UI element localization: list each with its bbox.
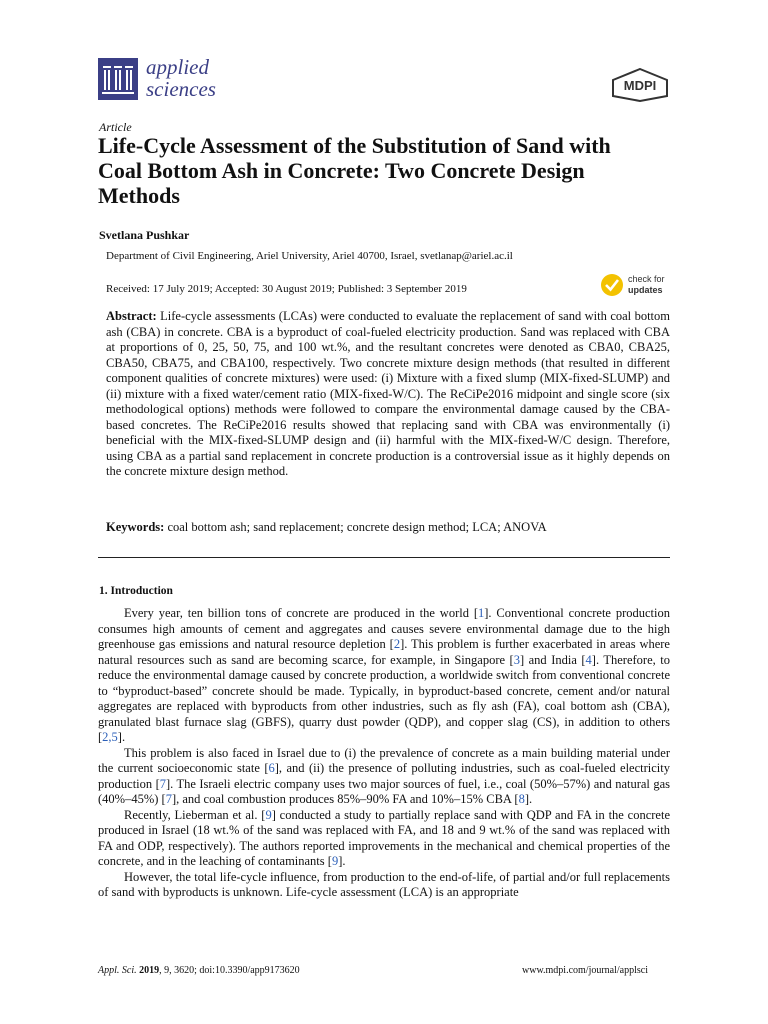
abstract-text: Life-cycle assessments (LCAs) were conducted to evaluate the replacement of sand with coal bottom ash (CBA) in concrete. CBA is a byproduct of coal-fueled electricity production. Sand was replaced with CBA at proportions of 0, 25, 50, 75, and 100 wt.%, and the resultant concretes were denoted as CBA0, CBA25, CBA50, CBA75, and CBA100, respectively. Two concrete mixture design methods (that resulted in different component qualities of concrete mixtures) were used: (i) Mixture with a fixed slump (MIX-fixed-SLUMP) and (ii) mixture with a fixed water/cement ratio (MIX-fixed-W/C). The ReCiPe2016 midpoint and single score (six methodological options) methods were followed to compare the environmental damage caused by the CBA-based concretes. The ReCiPe2016 results showed that replacing sand with CBA was environmentally (i) beneficial with the MIX-fixed-SLUMP design and (ii) harmful with the MIX-fixed-W/C design. Therefore, using CBA as a partial sand replacement in concrete production is a controversial issue as it highly depends on the concrete mixture design method.: [106, 309, 670, 478]
keywords: [106, 520, 670, 536]
body-paragraph: Every year, ten billion tons of concrete are produced in the world [1]. Conventional concrete production consumes high amounts of cement and aggregates and causes severe environmental damage due to the high greenhouse gas emissions and natural resource depletion [2]. This problem is further exacerbated in areas where natural resources such as sand are becoming scarce, for example, in Singapore [3] and India [4]. Therefore, to reduce the environmental damage caused by concrete production, a worldwide switch from conventional concrete to “byproduct-based” concrete should be made. Typically, in byproduct-based concrete, cement and/or natural aggregates are replaced with byproducts from other industries, such as fly ash (FA), coal bottom ash (CBA), granulated blast furnace slag (GBFS), quarry dust powder (QDP), and copper slag (CS), in addition to others [2,5].: [98, 606, 671, 744]
citation-link[interactable]: 9: [331, 854, 339, 868]
publication-dates: Received: 17 July 2019; Accepted: 30 August 2019; Published: 3 September 2019: [106, 283, 467, 295]
footer-url[interactable]: www.mdpi.com/journal/applsci: [522, 965, 648, 976]
journal-logo-icon: [98, 58, 138, 100]
footer-year: 2019: [139, 965, 160, 976]
body-paragraph: However, the total life-cycle influence, from production to the end-of-life, of partial and/or full replacements of sand with byproducts is unknown. Life-cycle assessment (LCA) is an appropriate: [98, 869, 670, 899]
paper-title: Life-Cycle Assessment of the Substitution of Sand with Coal Bottom Ash in Concrete: Two Concrete Design Methods: [98, 133, 611, 208]
journal-name-line1: applied: [146, 55, 209, 79]
citation-link[interactable]: 9: [265, 807, 272, 822]
author-name: Svetlana Pushkar: [99, 228, 190, 242]
citation-link[interactable]: 1: [478, 606, 485, 620]
article-type: Article: [99, 120, 132, 134]
citation-link[interactable]: 7: [159, 776, 166, 791]
citation-link[interactable]: 2,5: [102, 730, 118, 744]
footer-citation: [98, 965, 300, 976]
mdpi-logo-text: MDPI: [623, 78, 657, 93]
author-affiliation[interactable]: Department of Civil Engineering, Ariel University, Ariel 40700, Israel, svetlanap@ariel.ac.il: [106, 250, 513, 262]
check-for-updates-badge[interactable]: [600, 272, 675, 298]
body-paragraph: This problem is also faced in Israel due to (i) the prevalence of concrete as a main building material under the current socioeconomic state [6], and (ii) the presence of polluting industries, such as coal-fueled electricity production [7]. The Israeli electric company uses two major sources of fuel, i.e., coal (50%–57%) and natural gas (40%–45%) [7], and coal combustion produces 85%–90% FA and 10%–15% CBA [8].: [98, 745, 670, 806]
citation-link[interactable]: 7: [165, 792, 172, 806]
citation-link[interactable]: 3: [513, 652, 520, 667]
citation-link[interactable]: 2: [393, 637, 401, 651]
section-divider: [98, 557, 670, 558]
citation-link[interactable]: 4: [585, 652, 592, 667]
journal-name-line2: sciences: [146, 77, 216, 101]
keywords-label: Keywords:: [106, 520, 165, 534]
mdpi-logo-icon: [611, 68, 669, 102]
citation-link[interactable]: 6: [268, 761, 275, 775]
journal-name: [146, 56, 216, 100]
abstract: [106, 309, 670, 480]
check-for-updates-line1: check for: [628, 274, 665, 284]
section-heading: 1. Introduction: [99, 585, 173, 597]
section-body: [98, 606, 670, 901]
citation-link[interactable]: 8: [518, 792, 525, 806]
footer-citation-text: , 9, 3620; doi:10.3390/app9173620: [159, 965, 300, 976]
abstract-label: Abstract:: [106, 309, 157, 323]
footer-journal-abbrev: Appl. Sci.: [98, 965, 137, 976]
keywords-text: coal bottom ash; sand replacement; concrete design method; LCA; ANOVA: [167, 520, 547, 534]
body-paragraph: Recently, Lieberman et al. [9] conducted a study to partially replace sand with QDP and FA in the concrete produced in Israel (18 wt.% of the sand was replaced with FA, and 18 and 9 wt.% of the sand was replaced with FA and ODP, respectively). The authors reported improvements in the mechanical and chemical properties of the concrete, and in the leaching of contaminants [9].: [98, 807, 670, 868]
check-for-updates-line2: updates: [628, 285, 663, 295]
